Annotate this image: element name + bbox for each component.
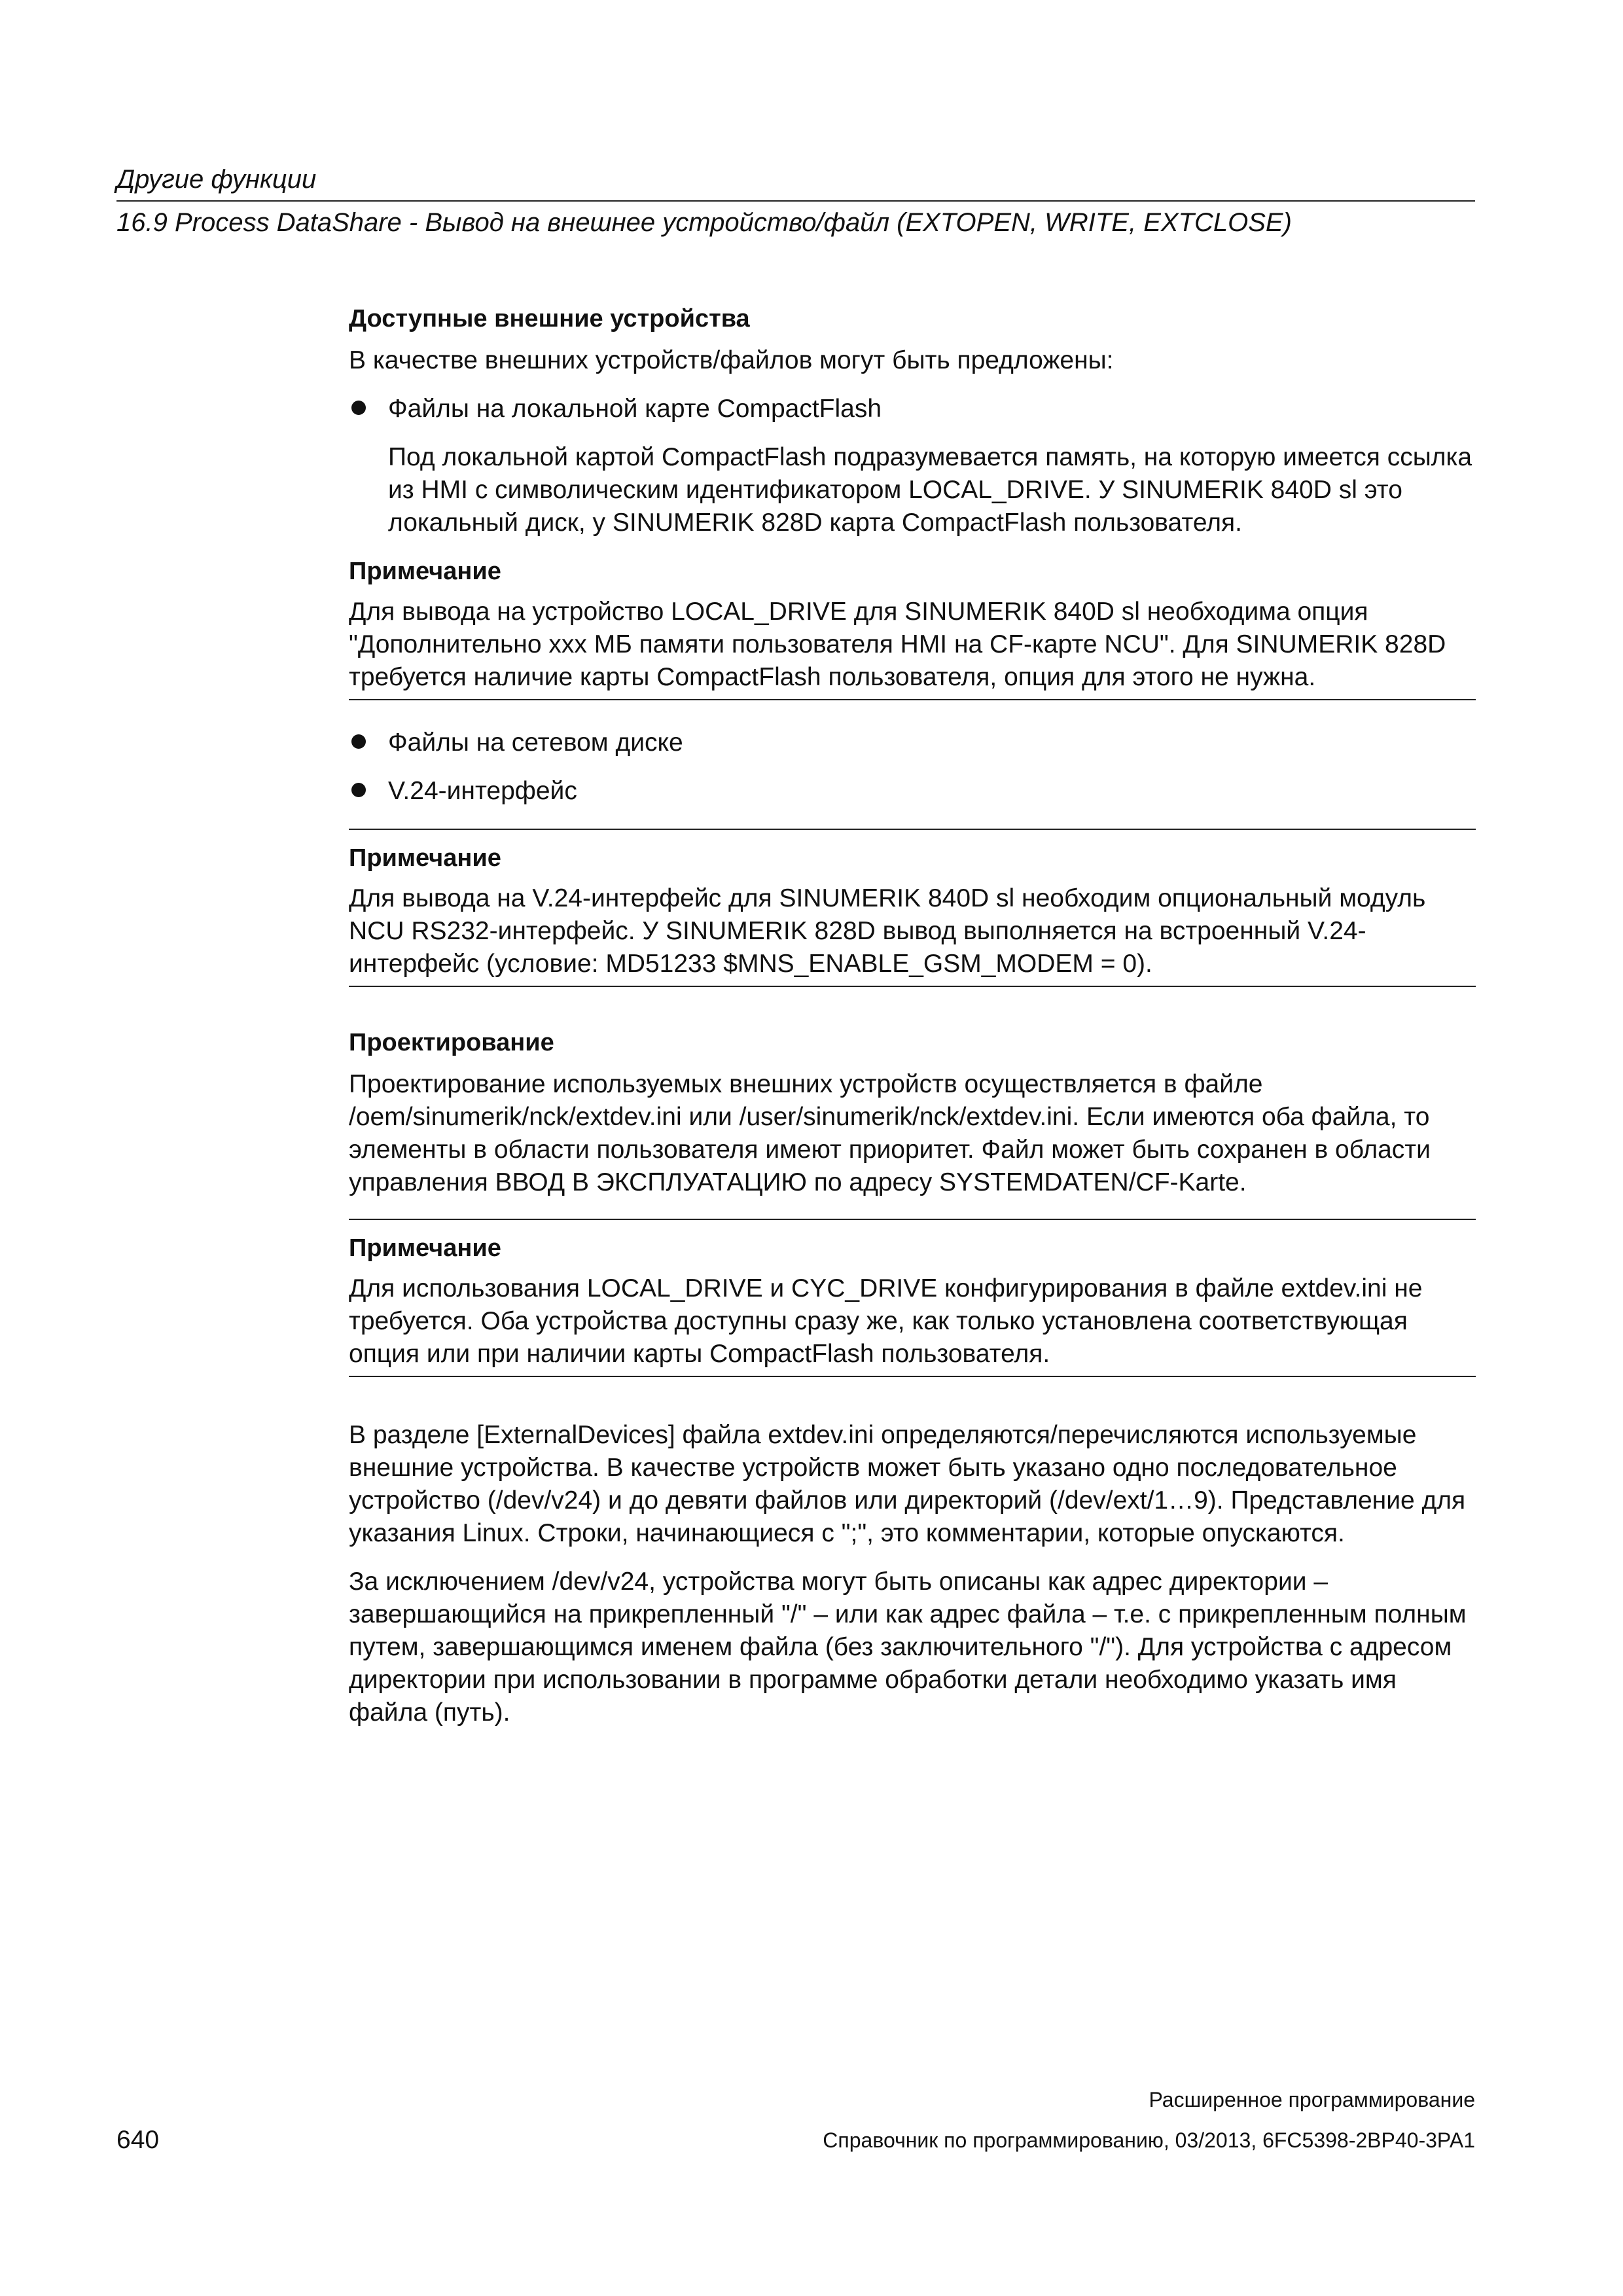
- intro-paragraph: В качестве внешних устройств/файлов могут быть предложены:: [349, 346, 1114, 374]
- compactflash-description: Под локальной картой CompactFlash подразумевается память, на которую имеется ссылка из HMI с символическим идентификатором LOCAL_DRIVE. У SINUMERIK 840D sl это локальный диск, у SINUMERIK 828D карта CompactFlash пользователя.: [388, 443, 1472, 537]
- configuration-paragraph: Проектирование используемых внешних устройств осуществляется в файле /oem/sinumerik/nck/extdev.ini или /user/sinumerik/nck/extdev.ini. Если имеются оба файла, то элементы в области пользователя имеют приоритет. Файл может быть сохранен в области управления ВВОД В ЭКСПЛУАТАЦИЮ по адресу SYSTEMDATEN/CF-Karte.: [349, 1070, 1431, 1196]
- note-title: Примечание: [349, 1234, 501, 1262]
- section-heading-available-devices: Доступные внешние устройства: [349, 305, 750, 332]
- bullet-icon: [351, 401, 366, 415]
- page-content: [349, 302, 1476, 1745]
- bullet-icon: [351, 783, 366, 797]
- list-item-text: Файлы на сетевом диске: [388, 728, 683, 757]
- device-path-paragraph: За исключением /dev/v24, устройства могут быть описаны как адрес директории – завершающийся на прикрепленный "/" – или как адрес файла – т.е. с прикрепленным полным путем, завершающимся именем файла (без заключительного "/"). Для устройства с адресом директории при использовании в программе обработки детали необходимо указать имя файла (путь).: [349, 1568, 1467, 1727]
- header-section-title: 16.9 Process DataShare - Вывод на внешнее устройство/файл (EXTOPEN, WRITE, EXTCLOSE): [116, 208, 1292, 237]
- footer-reference: Справочник по программированию, 03/2013, 6FC5398-2BP40-3PA1: [823, 2128, 1475, 2152]
- note-title: Примечание: [349, 844, 501, 872]
- section-heading-configuration: Проектирование: [349, 1029, 554, 1056]
- note-box: [349, 1219, 1476, 1377]
- header-divider: [116, 200, 1475, 202]
- bullet-icon: [351, 734, 366, 749]
- header-category: Другие функции: [116, 165, 317, 194]
- external-devices-paragraph: В разделе [ExternalDevices] файла extdev.ini определяются/перечисляются используемые внешние устройства. В качестве устройств может быть указано одно последовательное устройство (/dev/v24) и до девяти файлов или директорий (/dev/ext/1…9). Представление для указания Linux. Строки, начинающиеся с ";", это комментарии, которые опускаются.: [349, 1421, 1466, 1547]
- list-item-text: V.24-интерфейс: [388, 777, 577, 805]
- footer-manual-title: Расширенное программирование: [1149, 2088, 1475, 2111]
- note-box: [349, 555, 1476, 700]
- list-item: [349, 393, 1476, 425]
- note-box: [349, 829, 1476, 987]
- note-title: Примечание: [349, 558, 501, 585]
- page-number: 640: [116, 2126, 160, 2154]
- list-item: [349, 775, 1476, 808]
- note-text: Для вывода на V.24-интерфейс для SINUMERIK 840D sl необходим опциональный модуль NCU RS232-интерфейс. У SINUMERIK 828D вывод выполняется на встроенный V.24-интерфейс (условие: MD51233 $MNS_ENABLE_GSM_MODEM = 0).: [349, 884, 1426, 978]
- note-text: Для вывода на устройство LOCAL_DRIVE для SINUMERIK 840D sl необходима опция "Дополнительно xxx МБ памяти пользователя HMI на CF-карте NCU". Для SINUMERIK 828D требуется наличие карты CompactFlash пользователя, опция для этого не нужна.: [349, 598, 1446, 691]
- list-item: [349, 726, 1476, 759]
- note-text: Для использования LOCAL_DRIVE и CYC_DRIVE конфигурирования в файле extdev.ini не требуется. Оба устройства доступны сразу же, как только установлена соответствующая опция или при наличии карты CompactFlash пользователя.: [349, 1274, 1423, 1368]
- list-item-text: Файлы на локальной карте CompactFlash: [388, 395, 882, 423]
